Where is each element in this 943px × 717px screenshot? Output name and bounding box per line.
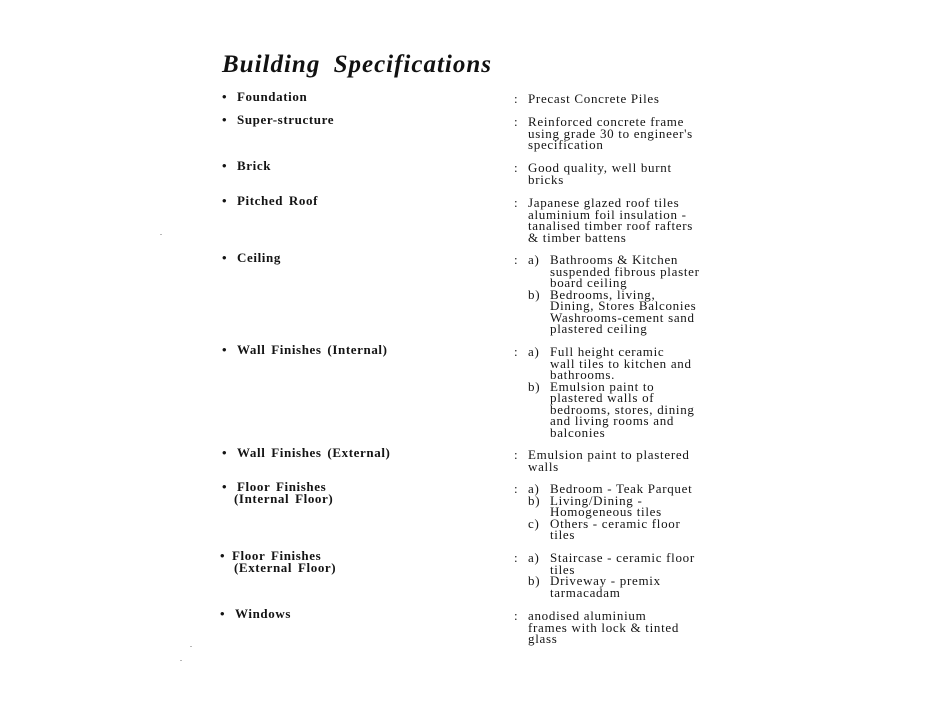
list-item: a) Bedroom - Teak Parquet bbox=[528, 481, 693, 496]
spec-value-floor-finishes-external: a) Staircase - ceramic floor tiles b) Driveway - premix tarmacadam bbox=[528, 550, 695, 600]
spec-value-wall-finishes-external: Emulsion paint to plastered walls bbox=[528, 447, 690, 474]
colon-separator: : bbox=[514, 252, 518, 267]
bullet-icon: • bbox=[222, 479, 228, 494]
colon-separator: : bbox=[514, 344, 518, 359]
bullet-icon: • bbox=[222, 445, 228, 460]
bullet-icon: • bbox=[222, 158, 228, 173]
page-title: Building Specifications bbox=[222, 51, 493, 78]
colon-separator: : bbox=[514, 114, 518, 129]
bullet-icon: • bbox=[222, 112, 228, 127]
list-item: a) Full height ceramic bbox=[528, 344, 665, 359]
spec-label-floor-finishes-internal: • Floor Finishes (Internal Floor) bbox=[222, 479, 334, 506]
spec-value-floor-finishes-internal: a) Bedroom - Teak Parquet b) Living/Dining - Homogeneous tiles c) Others - ceramic floor tiles bbox=[528, 481, 693, 542]
spec-label-brick: • Brick bbox=[222, 158, 272, 173]
colon-separator: : bbox=[514, 550, 518, 565]
list-item: b) Bedrooms, living, bbox=[528, 286, 656, 302]
spec-label-pitched-roof: • Pitched Roof bbox=[222, 193, 319, 208]
colon-separator: : bbox=[514, 195, 518, 210]
bullet-icon: • bbox=[220, 606, 226, 621]
bullet-icon: • bbox=[222, 193, 228, 208]
spec-value-super-structure: Reinforced concrete frame using grade 30 to engineer's specification bbox=[528, 114, 693, 152]
spec-value-pitched-roof: Japanese glazed roof tiles aluminium foil insulation - tanalised timber roof rafters & timber battens bbox=[528, 195, 694, 245]
list-item: a) Staircase - ceramic floor bbox=[528, 550, 695, 565]
spec-value-windows: anodised aluminium frames with lock & tinted glass bbox=[528, 608, 680, 646]
bullet-icon: • bbox=[220, 548, 226, 563]
bullet-icon: • bbox=[222, 89, 228, 104]
list-item: a) Bathrooms & Kitchen bbox=[528, 252, 679, 267]
colon-separator: : bbox=[514, 91, 518, 106]
spec-label-wall-finishes-internal: • Wall Finishes (Internal) bbox=[222, 342, 388, 357]
bullet-icon: • bbox=[222, 250, 228, 265]
spec-label-wall-finishes-external: • Wall Finishes (External) bbox=[222, 445, 391, 460]
spec-value-foundation: Precast Concrete Piles bbox=[528, 91, 660, 106]
list-item: c) Others - ceramic floor bbox=[528, 515, 681, 531]
spec-label-floor-finishes-external: • Floor Finishes (External Floor) bbox=[220, 548, 337, 575]
spec-value-wall-finishes-internal: a) Full height ceramic wall tiles to kitchen and bathrooms. b) Emulsion paint to plastered walls of bedrooms, stores, dining and living rooms and balconies bbox=[528, 344, 695, 440]
spec-label-windows: • Windows bbox=[220, 606, 291, 621]
spec-label-ceiling: • Ceiling bbox=[222, 250, 281, 265]
colon-separator: : bbox=[514, 160, 518, 175]
spec-label-super-structure: • Super-structure bbox=[222, 112, 335, 127]
bullet-icon: • bbox=[222, 342, 228, 357]
colon-separator: : bbox=[514, 608, 518, 623]
colon-separator: : bbox=[514, 481, 518, 496]
spec-value-ceiling: a) Bathrooms & Kitchen suspended fibrous plaster board ceiling b) Bedrooms, living, Dining, Stores Balconies Washrooms-cement sand plastered ceiling bbox=[528, 252, 700, 336]
scan-speck bbox=[180, 660, 182, 661]
spec-value-brick: Good quality, well burnt bricks bbox=[528, 160, 672, 187]
colon-separator: : bbox=[514, 447, 518, 462]
list-item: b) Driveway - premix bbox=[528, 573, 661, 588]
list-item: b) Living/Dining - bbox=[528, 492, 643, 508]
scan-speck bbox=[190, 646, 192, 647]
spec-label-foundation: • Foundation bbox=[222, 89, 308, 104]
list-item: b) Emulsion paint to bbox=[528, 378, 655, 394]
scan-speck bbox=[160, 234, 162, 235]
